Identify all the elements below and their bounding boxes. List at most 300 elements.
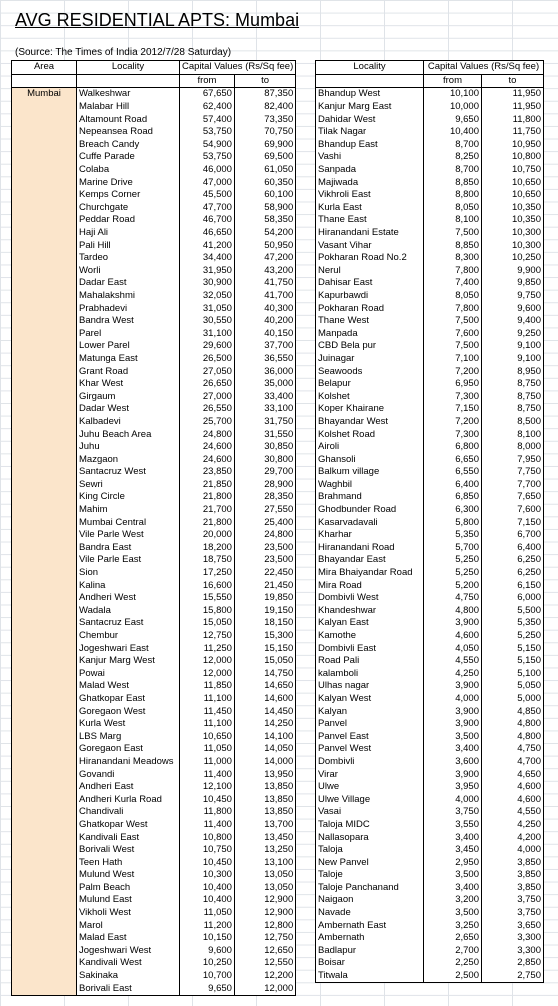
to-value-cell[interactable]: 9,850 xyxy=(482,277,544,290)
locality-cell[interactable]: Nepeansea Road xyxy=(77,126,180,139)
locality-cell[interactable]: Mulund West xyxy=(77,869,180,882)
locality-cell[interactable]: Powai xyxy=(77,668,180,681)
from-value-cell[interactable]: 10,700 xyxy=(180,970,235,983)
from-value-cell[interactable]: 7,200 xyxy=(424,365,482,378)
from-header[interactable]: from xyxy=(180,74,235,88)
to-value-cell[interactable]: 7,700 xyxy=(482,479,544,492)
from-value-cell[interactable]: 7,500 xyxy=(424,315,482,328)
locality-cell[interactable]: Brahmand xyxy=(316,491,424,504)
from-value-cell[interactable]: 7,100 xyxy=(424,353,482,366)
locality-cell[interactable]: Kalyan xyxy=(316,705,424,718)
from-value-cell[interactable]: 3,900 xyxy=(424,718,482,731)
locality-cell[interactable]: Goregaon West xyxy=(77,705,180,718)
from-value-cell[interactable]: 30,550 xyxy=(180,315,235,328)
capital-values-header[interactable]: Capital Values (Rs/Sq fee) xyxy=(424,61,544,75)
to-value-cell[interactable]: 47,200 xyxy=(234,252,295,265)
from-value-cell[interactable]: 6,800 xyxy=(424,441,482,454)
to-value-cell[interactable]: 9,600 xyxy=(482,302,544,315)
from-value-cell[interactable]: 12,000 xyxy=(180,655,235,668)
to-value-cell[interactable]: 4,800 xyxy=(482,730,544,743)
locality-cell[interactable]: Kalyan East xyxy=(316,617,424,630)
locality-cell[interactable]: Boisar xyxy=(316,957,424,970)
from-value-cell[interactable]: 6,300 xyxy=(424,504,482,517)
locality-cell[interactable]: Kolshet Road xyxy=(316,428,424,441)
locality-cell[interactable]: Andheri East xyxy=(77,781,180,794)
locality-header[interactable]: Locality xyxy=(77,61,180,75)
to-value-cell[interactable]: 3,300 xyxy=(482,932,544,945)
locality-cell[interactable]: Kandivali East xyxy=(77,831,180,844)
locality-cell[interactable]: Kanjur Marg East xyxy=(316,101,424,114)
to-value-cell[interactable]: 8,500 xyxy=(482,416,544,429)
to-value-cell[interactable]: 14,750 xyxy=(234,668,295,681)
locality-cell[interactable]: Hiranandani Estate xyxy=(316,227,424,240)
locality-cell[interactable]: Bandra East xyxy=(77,542,180,555)
to-value-cell[interactable]: 58,350 xyxy=(234,214,295,227)
to-value-cell[interactable]: 4,750 xyxy=(482,743,544,756)
to-value-cell[interactable]: 41,750 xyxy=(234,277,295,290)
to-value-cell[interactable]: 21,450 xyxy=(234,579,295,592)
to-value-cell[interactable]: 15,300 xyxy=(234,630,295,643)
to-value-cell[interactable]: 14,600 xyxy=(234,693,295,706)
from-value-cell[interactable]: 2,650 xyxy=(424,932,482,945)
to-value-cell[interactable]: 4,650 xyxy=(482,768,544,781)
to-value-cell[interactable]: 13,700 xyxy=(234,819,295,832)
to-value-cell[interactable]: 36,550 xyxy=(234,353,295,366)
locality-cell[interactable]: Kemps Corner xyxy=(77,189,180,202)
to-value-cell[interactable]: 4,850 xyxy=(482,705,544,718)
from-value-cell[interactable]: 4,750 xyxy=(424,592,482,605)
locality-cell[interactable]: Ghatkopar East xyxy=(77,693,180,706)
from-value-cell[interactable]: 31,050 xyxy=(180,302,235,315)
from-value-cell[interactable]: 11,400 xyxy=(180,768,235,781)
locality-cell[interactable]: Taloja MIDC xyxy=(316,819,424,832)
from-value-cell[interactable]: 7,800 xyxy=(424,265,482,278)
to-value-cell[interactable]: 10,250 xyxy=(482,252,544,265)
from-value-cell[interactable]: 3,450 xyxy=(424,844,482,857)
from-value-cell[interactable]: 12,100 xyxy=(180,781,235,794)
locality-cell[interactable]: Naigaon xyxy=(316,894,424,907)
from-value-cell[interactable]: 3,750 xyxy=(424,806,482,819)
locality-cell[interactable]: Taloje xyxy=(316,869,424,882)
from-value-cell[interactable]: 67,650 xyxy=(180,88,235,101)
to-value-cell[interactable]: 23,500 xyxy=(234,542,295,555)
from-value-cell[interactable]: 3,900 xyxy=(424,617,482,630)
locality-cell[interactable]: Mahim xyxy=(77,504,180,517)
from-value-cell[interactable]: 3,200 xyxy=(424,894,482,907)
locality-cell[interactable]: Parel xyxy=(77,327,180,340)
from-value-cell[interactable]: 6,950 xyxy=(424,378,482,391)
to-value-cell[interactable]: 10,300 xyxy=(482,227,544,240)
to-value-cell[interactable]: 82,400 xyxy=(234,101,295,114)
empty-header-cell[interactable] xyxy=(12,74,77,88)
from-value-cell[interactable]: 7,500 xyxy=(424,340,482,353)
from-value-cell[interactable]: 10,400 xyxy=(180,882,235,895)
from-value-cell[interactable]: 6,650 xyxy=(424,453,482,466)
locality-cell[interactable]: Pokharan Road No.2 xyxy=(316,252,424,265)
to-value-cell[interactable]: 6,250 xyxy=(482,554,544,567)
to-value-cell[interactable]: 13,950 xyxy=(234,768,295,781)
locality-cell[interactable]: Manpada xyxy=(316,327,424,340)
to-value-cell[interactable]: 9,750 xyxy=(482,290,544,303)
from-value-cell[interactable]: 27,000 xyxy=(180,390,235,403)
to-value-cell[interactable]: 12,000 xyxy=(234,982,295,995)
locality-cell[interactable]: Vile Parle East xyxy=(77,554,180,567)
to-value-cell[interactable]: 2,750 xyxy=(482,970,544,983)
locality-cell[interactable]: Malad East xyxy=(77,932,180,945)
to-value-cell[interactable]: 35,000 xyxy=(234,378,295,391)
locality-cell[interactable]: Borivali West xyxy=(77,844,180,857)
from-value-cell[interactable]: 46,700 xyxy=(180,214,235,227)
to-value-cell[interactable]: 8,750 xyxy=(482,390,544,403)
from-value-cell[interactable]: 8,300 xyxy=(424,252,482,265)
locality-cell[interactable]: Juhu Beach Area xyxy=(77,428,180,441)
locality-cell[interactable]: Panvel West xyxy=(316,743,424,756)
from-value-cell[interactable]: 5,700 xyxy=(424,542,482,555)
locality-cell[interactable]: Nerul xyxy=(316,265,424,278)
from-value-cell[interactable]: 20,000 xyxy=(180,529,235,542)
locality-cell[interactable]: Vikhroli East xyxy=(316,189,424,202)
locality-cell[interactable]: Jogeshwari West xyxy=(77,945,180,958)
from-value-cell[interactable]: 4,000 xyxy=(424,693,482,706)
from-value-cell[interactable]: 3,250 xyxy=(424,919,482,932)
from-value-cell[interactable]: 24,600 xyxy=(180,441,235,454)
to-value-cell[interactable]: 3,750 xyxy=(482,894,544,907)
from-value-cell[interactable]: 7,600 xyxy=(424,327,482,340)
locality-cell[interactable]: Ambernath xyxy=(316,932,424,945)
from-value-cell[interactable]: 11,050 xyxy=(180,743,235,756)
from-value-cell[interactable]: 4,550 xyxy=(424,655,482,668)
locality-cell[interactable]: Dombivli East xyxy=(316,642,424,655)
to-value-cell[interactable]: 58,900 xyxy=(234,202,295,215)
locality-cell[interactable]: Prabhadevi xyxy=(77,302,180,315)
locality-cell[interactable]: Peddar Road xyxy=(77,214,180,227)
to-value-cell[interactable]: 15,050 xyxy=(234,655,295,668)
area-cell[interactable]: Mumbai xyxy=(12,88,77,996)
locality-cell[interactable]: Sewri xyxy=(77,479,180,492)
locality-cell[interactable]: Vasant Vihar xyxy=(316,239,424,252)
from-value-cell[interactable]: 8,850 xyxy=(424,239,482,252)
locality-cell[interactable]: Hiranandani Meadows xyxy=(77,756,180,769)
locality-cell[interactable]: Breach Candy xyxy=(77,139,180,152)
from-value-cell[interactable]: 4,600 xyxy=(424,630,482,643)
from-value-cell[interactable]: 7,800 xyxy=(424,302,482,315)
locality-cell[interactable]: Jogeshwari East xyxy=(77,642,180,655)
to-value-cell[interactable]: 7,650 xyxy=(482,491,544,504)
from-value-cell[interactable]: 8,050 xyxy=(424,202,482,215)
locality-cell[interactable]: Bhandup East xyxy=(316,139,424,152)
to-value-cell[interactable]: 6,400 xyxy=(482,542,544,555)
to-value-cell[interactable]: 12,750 xyxy=(234,932,295,945)
from-value-cell[interactable]: 41,200 xyxy=(180,239,235,252)
to-value-cell[interactable]: 12,800 xyxy=(234,919,295,932)
from-value-cell[interactable]: 3,900 xyxy=(424,768,482,781)
locality-cell[interactable]: Dahisar East xyxy=(316,277,424,290)
to-value-cell[interactable]: 43,200 xyxy=(234,265,295,278)
from-value-cell[interactable]: 31,100 xyxy=(180,327,235,340)
locality-cell[interactable]: Majiwada xyxy=(316,176,424,189)
from-value-cell[interactable]: 7,200 xyxy=(424,416,482,429)
locality-cell[interactable]: Malabar Hill xyxy=(77,101,180,114)
from-value-cell[interactable]: 4,250 xyxy=(424,668,482,681)
from-value-cell[interactable]: 3,400 xyxy=(424,743,482,756)
to-value-cell[interactable]: 13,050 xyxy=(234,882,295,895)
from-value-cell[interactable]: 30,900 xyxy=(180,277,235,290)
to-value-cell[interactable]: 8,950 xyxy=(482,365,544,378)
locality-cell[interactable]: Mira Bhaiyandar Road xyxy=(316,567,424,580)
from-value-cell[interactable]: 7,300 xyxy=(424,390,482,403)
locality-cell[interactable]: Juinagar xyxy=(316,353,424,366)
to-value-cell[interactable]: 3,850 xyxy=(482,856,544,869)
from-value-cell[interactable]: 3,400 xyxy=(424,831,482,844)
to-value-cell[interactable]: 14,250 xyxy=(234,718,295,731)
to-value-cell[interactable]: 3,850 xyxy=(482,882,544,895)
to-value-cell[interactable]: 4,000 xyxy=(482,844,544,857)
to-value-cell[interactable]: 18,150 xyxy=(234,617,295,630)
locality-cell[interactable]: Marine Drive xyxy=(77,176,180,189)
locality-cell[interactable]: Thane West xyxy=(316,315,424,328)
from-value-cell[interactable]: 10,800 xyxy=(180,831,235,844)
locality-cell[interactable]: Goregaon East xyxy=(77,743,180,756)
from-value-cell[interactable]: 6,400 xyxy=(424,479,482,492)
locality-cell[interactable]: Sanpada xyxy=(316,164,424,177)
locality-cell[interactable]: Kurla West xyxy=(77,718,180,731)
locality-cell[interactable]: Altamount Road xyxy=(77,113,180,126)
to-value-cell[interactable]: 30,800 xyxy=(234,453,295,466)
from-value-cell[interactable]: 3,500 xyxy=(424,730,482,743)
locality-cell[interactable]: Mazgaon xyxy=(77,453,180,466)
from-value-cell[interactable]: 18,750 xyxy=(180,554,235,567)
to-value-cell[interactable]: 3,750 xyxy=(482,907,544,920)
locality-cell[interactable]: Taloja xyxy=(316,844,424,857)
to-value-cell[interactable]: 13,850 xyxy=(234,781,295,794)
from-value-cell[interactable]: 47,700 xyxy=(180,202,235,215)
locality-cell[interactable]: Mira Road xyxy=(316,579,424,592)
from-value-cell[interactable]: 10,450 xyxy=(180,856,235,869)
from-header[interactable]: from xyxy=(424,74,482,88)
locality-cell[interactable]: Kasarvadavali xyxy=(316,516,424,529)
from-value-cell[interactable]: 10,750 xyxy=(180,844,235,857)
locality-cell[interactable]: Vile Parle West xyxy=(77,529,180,542)
locality-cell[interactable]: Wadala xyxy=(77,605,180,618)
to-value-cell[interactable]: 19,850 xyxy=(234,592,295,605)
to-value-cell[interactable]: 24,800 xyxy=(234,529,295,542)
locality-cell[interactable]: Waghbil xyxy=(316,479,424,492)
locality-cell[interactable]: CBD Bela pur xyxy=(316,340,424,353)
from-value-cell[interactable]: 11,450 xyxy=(180,705,235,718)
locality-cell[interactable]: Bandra West xyxy=(77,315,180,328)
locality-cell[interactable]: Ulhas nagar xyxy=(316,680,424,693)
from-value-cell[interactable]: 53,750 xyxy=(180,151,235,164)
to-value-cell[interactable]: 10,350 xyxy=(482,202,544,215)
to-value-cell[interactable]: 27,550 xyxy=(234,504,295,517)
locality-cell[interactable]: Khandeshwar xyxy=(316,605,424,618)
from-value-cell[interactable]: 10,100 xyxy=(424,88,482,101)
locality-cell[interactable]: Andheri West xyxy=(77,592,180,605)
locality-cell[interactable]: Malad West xyxy=(77,680,180,693)
to-header[interactable]: to xyxy=(482,74,544,88)
locality-cell[interactable]: Kurla East xyxy=(316,202,424,215)
locality-cell[interactable]: Bhayandar East xyxy=(316,554,424,567)
to-value-cell[interactable]: 8,100 xyxy=(482,428,544,441)
locality-cell[interactable]: Koper Khairane xyxy=(316,403,424,416)
from-value-cell[interactable]: 21,800 xyxy=(180,491,235,504)
locality-cell[interactable]: Sion xyxy=(77,567,180,580)
locality-cell[interactable]: Balkum village xyxy=(316,466,424,479)
from-value-cell[interactable]: 7,500 xyxy=(424,227,482,240)
to-value-cell[interactable]: 6,150 xyxy=(482,579,544,592)
from-value-cell[interactable]: 10,650 xyxy=(180,730,235,743)
locality-cell[interactable]: Ulwe Village xyxy=(316,793,424,806)
from-value-cell[interactable]: 7,150 xyxy=(424,403,482,416)
from-value-cell[interactable]: 11,100 xyxy=(180,693,235,706)
to-value-cell[interactable]: 30,850 xyxy=(234,441,295,454)
locality-cell[interactable]: Navade xyxy=(316,907,424,920)
to-header[interactable]: to xyxy=(234,74,295,88)
locality-cell[interactable]: Kharhar xyxy=(316,529,424,542)
from-value-cell[interactable]: 53,750 xyxy=(180,126,235,139)
locality-cell[interactable]: Juhu xyxy=(77,441,180,454)
to-value-cell[interactable]: 50,950 xyxy=(234,239,295,252)
from-value-cell[interactable]: 2,500 xyxy=(424,970,482,983)
locality-cell[interactable]: Tilak Nagar xyxy=(316,126,424,139)
to-value-cell[interactable]: 4,200 xyxy=(482,831,544,844)
to-value-cell[interactable]: 40,200 xyxy=(234,315,295,328)
to-value-cell[interactable]: 70,750 xyxy=(234,126,295,139)
locality-cell[interactable]: New Panvel xyxy=(316,856,424,869)
from-value-cell[interactable]: 18,200 xyxy=(180,542,235,555)
to-value-cell[interactable]: 9,100 xyxy=(482,353,544,366)
from-value-cell[interactable]: 21,850 xyxy=(180,479,235,492)
from-value-cell[interactable]: 10,000 xyxy=(424,101,482,114)
to-value-cell[interactable]: 22,450 xyxy=(234,567,295,580)
to-value-cell[interactable]: 10,650 xyxy=(482,176,544,189)
to-value-cell[interactable]: 28,350 xyxy=(234,491,295,504)
to-value-cell[interactable]: 7,150 xyxy=(482,516,544,529)
to-value-cell[interactable]: 23,500 xyxy=(234,554,295,567)
from-value-cell[interactable]: 6,550 xyxy=(424,466,482,479)
from-value-cell[interactable]: 4,050 xyxy=(424,642,482,655)
from-value-cell[interactable]: 6,850 xyxy=(424,491,482,504)
from-value-cell[interactable]: 5,250 xyxy=(424,554,482,567)
to-value-cell[interactable]: 3,650 xyxy=(482,919,544,932)
from-value-cell[interactable]: 8,700 xyxy=(424,139,482,152)
locality-cell[interactable]: LBS Marg xyxy=(77,730,180,743)
from-value-cell[interactable]: 7,400 xyxy=(424,277,482,290)
to-value-cell[interactable]: 6,700 xyxy=(482,529,544,542)
to-value-cell[interactable]: 87,350 xyxy=(234,88,295,101)
locality-cell[interactable]: Kalina xyxy=(77,579,180,592)
to-value-cell[interactable]: 36,000 xyxy=(234,365,295,378)
from-value-cell[interactable]: 3,600 xyxy=(424,756,482,769)
to-value-cell[interactable]: 6,250 xyxy=(482,567,544,580)
to-value-cell[interactable]: 33,400 xyxy=(234,390,295,403)
to-value-cell[interactable]: 11,800 xyxy=(482,113,544,126)
to-value-cell[interactable]: 28,900 xyxy=(234,479,295,492)
to-value-cell[interactable]: 40,150 xyxy=(234,327,295,340)
locality-cell[interactable]: Dombivli West xyxy=(316,592,424,605)
from-value-cell[interactable]: 15,050 xyxy=(180,617,235,630)
from-value-cell[interactable]: 31,950 xyxy=(180,265,235,278)
from-value-cell[interactable]: 10,400 xyxy=(424,126,482,139)
from-value-cell[interactable]: 9,650 xyxy=(424,113,482,126)
empty-header-cell[interactable] xyxy=(316,74,424,88)
locality-cell[interactable]: Kapurbawdi xyxy=(316,290,424,303)
locality-cell[interactable]: Pali Hill xyxy=(77,239,180,252)
locality-cell[interactable]: Kamothe xyxy=(316,630,424,643)
from-value-cell[interactable]: 4,800 xyxy=(424,605,482,618)
locality-cell[interactable]: Dadar East xyxy=(77,277,180,290)
from-value-cell[interactable]: 5,350 xyxy=(424,529,482,542)
from-value-cell[interactable]: 9,600 xyxy=(180,945,235,958)
from-value-cell[interactable]: 3,900 xyxy=(424,705,482,718)
from-value-cell[interactable]: 4,000 xyxy=(424,793,482,806)
locality-cell[interactable]: Chandivali xyxy=(77,806,180,819)
to-value-cell[interactable]: 15,150 xyxy=(234,642,295,655)
locality-cell[interactable]: Santacruz West xyxy=(77,466,180,479)
from-value-cell[interactable]: 11,250 xyxy=(180,642,235,655)
from-value-cell[interactable]: 16,600 xyxy=(180,579,235,592)
locality-cell[interactable]: Seawoods xyxy=(316,365,424,378)
locality-cell[interactable]: Thane East xyxy=(316,214,424,227)
from-value-cell[interactable]: 45,500 xyxy=(180,189,235,202)
locality-cell[interactable]: Pokharan Road xyxy=(316,302,424,315)
to-value-cell[interactable]: 9,100 xyxy=(482,340,544,353)
to-value-cell[interactable]: 2,850 xyxy=(482,957,544,970)
to-value-cell[interactable]: 12,900 xyxy=(234,894,295,907)
from-value-cell[interactable]: 3,400 xyxy=(424,882,482,895)
from-value-cell[interactable]: 2,950 xyxy=(424,856,482,869)
from-value-cell[interactable]: 8,800 xyxy=(424,189,482,202)
from-value-cell[interactable]: 8,700 xyxy=(424,164,482,177)
locality-cell[interactable]: Badlapur xyxy=(316,945,424,958)
from-value-cell[interactable]: 57,400 xyxy=(180,113,235,126)
to-value-cell[interactable]: 10,350 xyxy=(482,214,544,227)
to-value-cell[interactable]: 12,550 xyxy=(234,957,295,970)
from-value-cell[interactable]: 11,850 xyxy=(180,680,235,693)
empty-header-cell[interactable] xyxy=(77,74,180,88)
from-value-cell[interactable]: 11,400 xyxy=(180,819,235,832)
to-value-cell[interactable]: 19,150 xyxy=(234,605,295,618)
to-value-cell[interactable]: 31,750 xyxy=(234,416,295,429)
locality-cell[interactable]: Hiranandani Road xyxy=(316,542,424,555)
to-value-cell[interactable]: 4,800 xyxy=(482,718,544,731)
from-value-cell[interactable]: 26,650 xyxy=(180,378,235,391)
from-value-cell[interactable]: 11,050 xyxy=(180,907,235,920)
locality-cell[interactable]: Road Pali xyxy=(316,655,424,668)
to-value-cell[interactable]: 10,300 xyxy=(482,239,544,252)
from-value-cell[interactable]: 12,750 xyxy=(180,630,235,643)
to-value-cell[interactable]: 9,900 xyxy=(482,265,544,278)
from-value-cell[interactable]: 12,000 xyxy=(180,668,235,681)
to-value-cell[interactable]: 9,250 xyxy=(482,327,544,340)
capital-values-header[interactable]: Capital Values (Rs/Sq fee) xyxy=(180,61,296,75)
to-value-cell[interactable]: 7,950 xyxy=(482,453,544,466)
to-value-cell[interactable]: 13,050 xyxy=(234,869,295,882)
from-value-cell[interactable]: 10,150 xyxy=(180,932,235,945)
to-value-cell[interactable]: 14,450 xyxy=(234,705,295,718)
from-value-cell[interactable]: 24,600 xyxy=(180,453,235,466)
to-value-cell[interactable]: 5,050 xyxy=(482,680,544,693)
to-value-cell[interactable]: 73,350 xyxy=(234,113,295,126)
to-value-cell[interactable]: 10,800 xyxy=(482,151,544,164)
from-value-cell[interactable]: 34,400 xyxy=(180,252,235,265)
locality-cell[interactable]: Worli xyxy=(77,265,180,278)
to-value-cell[interactable]: 13,100 xyxy=(234,856,295,869)
from-value-cell[interactable]: 26,500 xyxy=(180,353,235,366)
to-value-cell[interactable]: 3,850 xyxy=(482,869,544,882)
locality-cell[interactable]: Lower Parel xyxy=(77,340,180,353)
locality-cell[interactable]: Matunga East xyxy=(77,353,180,366)
